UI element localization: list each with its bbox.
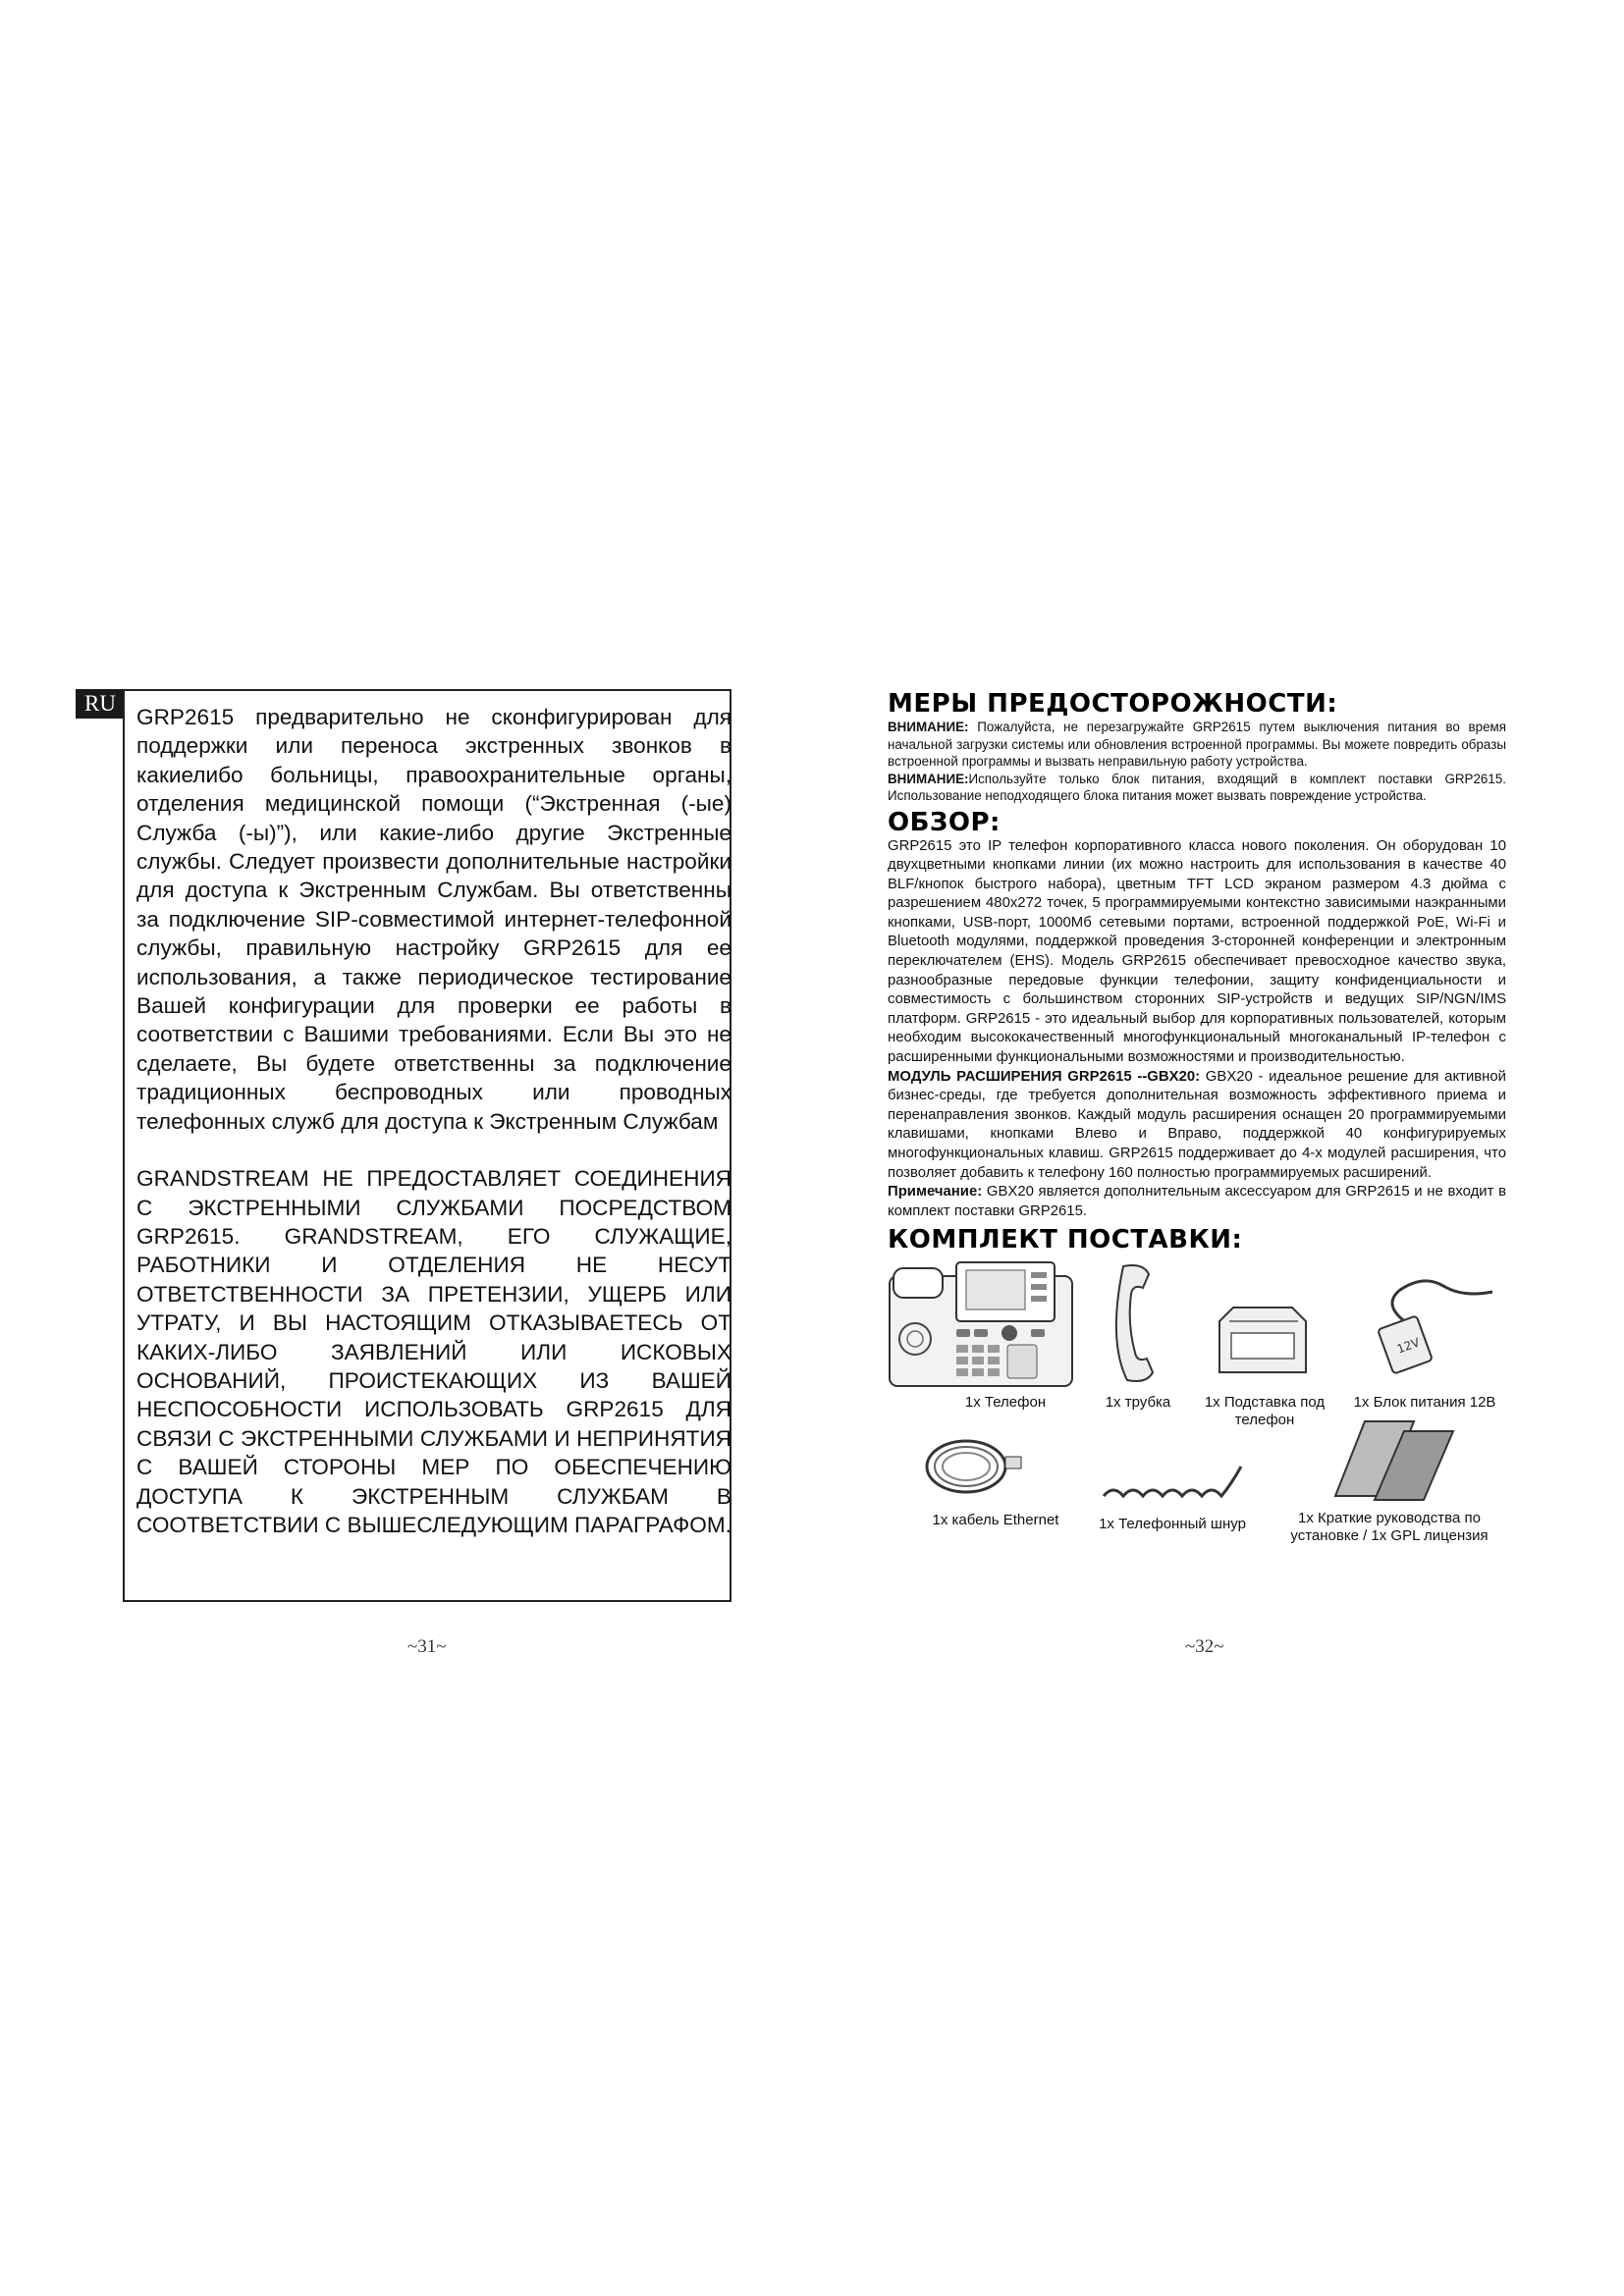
- kit-item-phone: [888, 1260, 1074, 1412]
- warning-text: Пожалуйста, не перезагружайте GRP2615 путем выключения питания во время начальной загрузки системы или обновления встроенной программы. Вы можете повредить образы встроенной программы и вызвать неправильную работу устройства.: [888, 720, 1506, 769]
- disclaimer-text: [136, 703, 731, 1539]
- kit-item-ethernet-cable: [897, 1427, 1094, 1529]
- warning-text: Используйте только блок питания, входящий в комплект поставки GRP2615. Использование неподходящего блока питания может вызвать повреждение устройства.: [888, 771, 1506, 803]
- module-paragraph: [888, 1068, 1506, 1184]
- note-paragraph: [888, 1183, 1506, 1221]
- package-contents: [888, 1260, 1506, 1555]
- power-adapter-icon: [1341, 1260, 1508, 1390]
- warning-paragraph: [888, 719, 1506, 771]
- kit-label-power-adapter: 1x Блок питания 12В: [1353, 1394, 1496, 1412]
- warning-paragraph: [888, 771, 1506, 805]
- overview-text: GRP2615 это IP телефон корпоративного класса нового поколения. Он оборудован 10 двухцветными кнопками линии (их можно настроить для использования в качестве 40 BLF/кнопок быстрого набора), цветным TFT LCD экраном размером 4.3 дюйма с разрешением 480x272 точек, 5 программируемыми контекстно зависимыми наэкранными кнопками, USB-порт, 1000Мб сетевыми портами, встроенной поддержкой PoE, Wi-Fi и Bluetooth модулями, поддержкой проведения 3-сторонней конференции и электронным переключателем (EHS). Модель GRP2615 обеспечивает превосходное качество звука, разнообразные передовые функции телефонии, защиту конфиденциальности и совместимость с большинством сторонних SIP-устройств и ведущих SIP/NGN/IMS платформ. GRP2615 - это идеальный выбор для корпоративных пользователей, которым необходим высококачественный многофункциональный многоканальный IP-телефон с расширенными функциональными возможностями и производительностью.: [888, 837, 1506, 1066]
- kit-label-phone-cord: 1x Телефонный шнур: [1099, 1516, 1246, 1533]
- coiled-cord-icon: [1084, 1453, 1261, 1512]
- kit-label-stand: 1x Подставка под телефон: [1204, 1394, 1326, 1429]
- disclaimer-paragraph: GRP2615 предварительно не сконфигурирован для поддержки или переноса экстренных звонков в какиелибо больницы, правоохранительные органы, отделения медицинской помощи (“Экстренная (-ые) Служба (-ы)”), или какие-либо другие Экстренные службы. Следует произвести дополнительные настройки для доступа к Экстренным Службам. Вы ответственны за подключение SIP-совместимой интернет-телефонной службы, правильную настройку GRP2615 для ее использования, а также периодическое тестирование Вашей конфигурации для проверки ее работы в соответствии с Вашими требованиями. Если Вы это не сделаете, Вы будете ответственны за подключение традиционных беспроводных или проводных телефонных служб для доступа к Экстренным Службам: [136, 705, 731, 1134]
- page-number-left: ~31~: [407, 1636, 447, 1657]
- kit-label-ethernet-cable: 1x кабель Ethernet: [932, 1512, 1059, 1529]
- module-text: GBX20 - идеальное решение для активной бизнес-среды, где требуется дополнительная возможность эффективного приема и перенаправления звонков. Каждый модуль расширения оснащен 20 программируемыми клавишами, кнопками Влево и Вправо, поддержкой 40 конфигурируемых многофункциональных клавиш. GRP2615 поддерживает до 4-х модулей расширения, что позволяет добавить к телефону 160 полностью программируемых расширений.: [888, 1068, 1506, 1181]
- overview-title: ОБЗОР:: [888, 807, 1001, 837]
- desk-phone-icon: [888, 1260, 1074, 1390]
- ethernet-cable-icon: [897, 1427, 1094, 1506]
- phone-stand-icon: [1200, 1260, 1329, 1390]
- handset-icon: [1084, 1260, 1192, 1390]
- kit-label-quick-guides: 1x Краткие руководства по установке / 1x GPL лицензия: [1290, 1510, 1489, 1545]
- warning-label: ВНИМАНИЕ:: [888, 771, 969, 786]
- module-label: МОДУЛЬ РАСШИРЕНИЯ GRP2615 --GBX20:: [888, 1068, 1201, 1085]
- quick-guide-booklets-icon: [1276, 1417, 1502, 1506]
- page-number-right: ~32~: [1185, 1636, 1224, 1657]
- kit-item-power-adapter: [1341, 1260, 1508, 1412]
- note-text: GBX20 является дополнительным аксессуаром для GRP2615 и не входит в комплект поставки GRP2615.: [888, 1184, 1506, 1219]
- package-title: КОМПЛЕКТ ПОСТАВКИ:: [888, 1225, 1243, 1255]
- note-label: Примечание:: [888, 1184, 983, 1201]
- kit-label-handset: 1x трубка: [1105, 1394, 1171, 1412]
- right-page-content: [888, 689, 1506, 1555]
- kit-item-handset: [1084, 1260, 1192, 1412]
- adapter-voltage-mark: 12V: [1394, 1335, 1422, 1357]
- kit-item-quick-guides: [1276, 1417, 1502, 1545]
- kit-item-stand: [1200, 1260, 1329, 1429]
- kit-label-phone: 1x Телефон: [964, 1394, 1047, 1412]
- precautions-title: МЕРЫ ПРЕДОСТОРОЖНОСТИ:: [888, 689, 1338, 719]
- warning-label: ВНИМАНИЕ:: [888, 720, 969, 734]
- language-tag: RU: [76, 689, 125, 719]
- disclaimer-caps-paragraph: GRANDSTREAM НЕ ПРЕДОСТАВЛЯЕТ СОЕДИНЕНИЯ С ЭКСТРЕННЫМИ СЛУЖБАМИ ПОСРЕДСТВОМ GRP2615. GRANDSTREAM, ЕГО СЛУЖАЩИЕ, РАБОТНИКИ И ОТДЕЛЕНИЯ НЕ НЕСУТ ОТВЕТСТВЕННОСТИ ЗА ПРЕТЕНЗИИ, УЩЕРБ ИЛИ УТРАТУ, И ВЫ НАСТОЯЩИМ ОТКАЗЫВАЕТЕСЬ ОТ КАКИХ-ЛИБО ЗАЯВЛЕНИЙ ИЛИ ИСКОВЫХ ОСНОВАНИЙ, ПРОИСТЕКАЮЩИХ ИЗ ВАШЕЙ НЕСПОСОБНОСТИ ИСПОЛЬЗОВАТЬ GRP2615 ДЛЯ СВЯЗИ С ЭКСТРЕННЫМИ СЛУЖБАМИ И НЕПРИНЯТИЯ С ВАШЕЙ СТОРОНЫ МЕР ПО ОБЕСПЕЧЕНИЮ ДОСТУПА К ЭКСТРЕННЫМ СЛУЖБАМ В СООТВЕТСТВИИ С ВЫШЕСЛЕДУЮЩИМ ПАРАГРАФОМ.: [136, 1166, 731, 1537]
- kit-item-phone-cord: [1084, 1453, 1261, 1533]
